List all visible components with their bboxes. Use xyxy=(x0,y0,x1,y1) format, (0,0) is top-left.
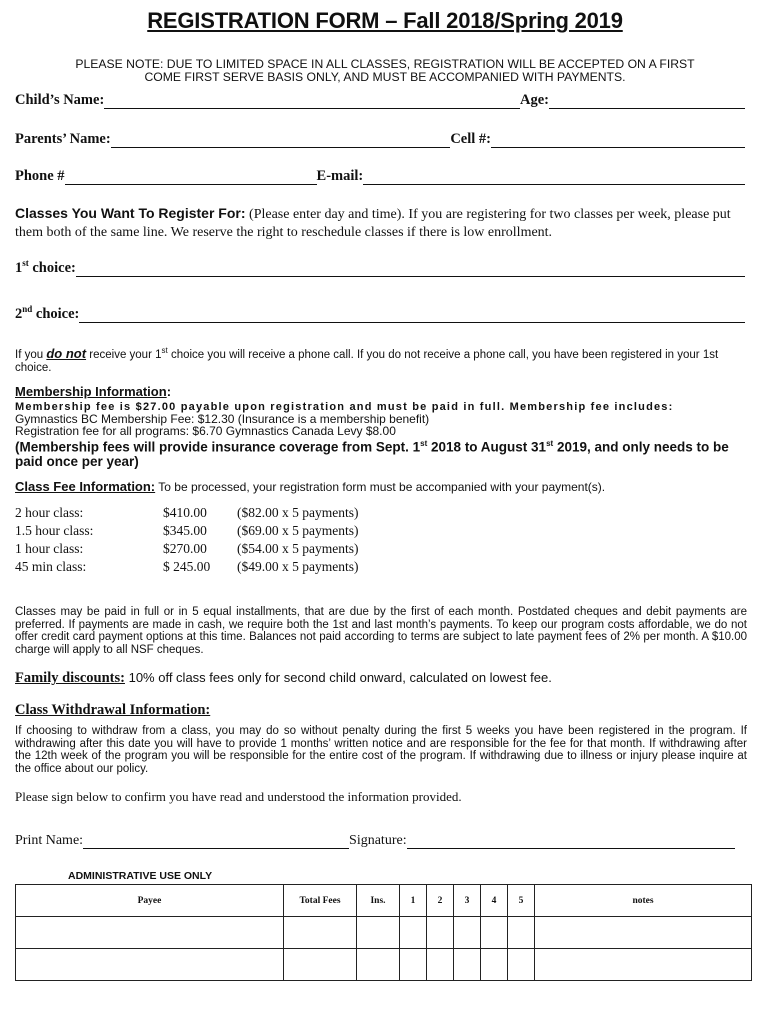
fee-price: $410.00 xyxy=(163,505,207,520)
child-name-label: Child’s Name: xyxy=(15,92,105,108)
fee-class-name: 45 min class: xyxy=(15,559,87,574)
class-fee-heading: Class Fee Information: xyxy=(15,479,156,494)
classes-section xyxy=(15,204,755,242)
admin-header-3: 3 xyxy=(454,885,481,917)
withdrawal-heading: Class Withdrawal Information: xyxy=(15,702,211,718)
cell-label: Cell #: xyxy=(450,131,491,147)
fee-row xyxy=(15,505,358,523)
phone-notice-part2: receive your 1 xyxy=(89,348,162,361)
coverage-sup1: st xyxy=(420,439,428,448)
fee-plan: ($82.00 x 5 payments) xyxy=(237,505,359,520)
confirm-statement: Please sign below to confirm you have read and understood the information provided. xyxy=(15,789,462,804)
signature-field[interactable] xyxy=(407,833,735,849)
admin-cell[interactable] xyxy=(535,949,752,981)
second-choice-label xyxy=(15,304,79,323)
admin-cell[interactable] xyxy=(427,949,454,981)
coverage-note xyxy=(15,437,755,469)
class-fee-section xyxy=(15,479,755,494)
phone-field[interactable] xyxy=(65,169,317,185)
admin-cell[interactable] xyxy=(16,949,284,981)
fee-row xyxy=(15,559,358,577)
priority-note-line1: PLEASE NOTE: DUE TO LIMITED SPACE IN ALL CLASSES, REGISTRATION WILL BE ACCEPTED ON A FIRST xyxy=(75,57,695,71)
class-fee-text: To be processed, your registration form must be accompanied with your payment(s). xyxy=(158,480,606,494)
age-field[interactable] xyxy=(549,93,745,109)
family-discount xyxy=(15,670,755,687)
print-name-field[interactable] xyxy=(83,833,349,849)
admin-cell[interactable] xyxy=(454,949,481,981)
coverage-part-c: 2019, and only needs to be paid once per year) xyxy=(15,439,729,469)
admin-cell[interactable] xyxy=(400,917,427,949)
second-choice-number: 2 xyxy=(15,305,23,322)
admin-row xyxy=(16,949,752,981)
phone-notice-part3: choice you will receive a phone call. If you do not receive a phone call, you have been registered in your 1st choice. xyxy=(15,348,719,374)
fee-row xyxy=(15,523,358,541)
form-title: REGISTRATION FORM – Fall 2018/Spring 2019 xyxy=(147,8,623,33)
admin-cell[interactable] xyxy=(481,917,508,949)
email-field[interactable] xyxy=(363,169,745,185)
admin-table xyxy=(15,884,752,981)
signature-label: Signature: xyxy=(349,833,407,848)
classes-instructions: (Please enter day and time). If you are registering for two classes per week, please put them both of the same line. We reserve the right to reschedule classes if there is low enrollment. xyxy=(15,207,731,240)
admin-header-4: 4 xyxy=(481,885,508,917)
family-discount-heading: Family discounts: xyxy=(15,670,125,686)
withdrawal-section xyxy=(15,702,747,775)
admin-cell[interactable] xyxy=(16,917,284,949)
first-choice-label xyxy=(15,258,76,277)
admin-cell[interactable] xyxy=(357,949,400,981)
admin-title: ADMINISTRATIVE USE ONLY xyxy=(68,870,213,882)
phone-label: Phone # xyxy=(15,168,65,184)
coverage-part-a: (Membership fees will provide insurance coverage from Sept. 1 xyxy=(15,439,421,455)
first-choice-text: choice: xyxy=(32,259,76,276)
first-choice-number: 1 xyxy=(15,259,23,276)
membership-heading: Membership Information xyxy=(15,384,167,399)
second-choice-field[interactable] xyxy=(79,307,745,323)
admin-header-5: 5 xyxy=(508,885,535,917)
admin-cell[interactable] xyxy=(481,949,508,981)
fee-class-name: 1 hour class: xyxy=(15,541,84,556)
fee-price: $345.00 xyxy=(163,523,207,538)
membership-fee-line: Membership fee is $27.00 payable upon registration and must be paid in full. Membership fee includes: xyxy=(15,401,674,413)
membership-colon: : xyxy=(166,384,172,399)
fee-class-name: 2 hour class: xyxy=(15,505,84,520)
classes-heading: Classes You Want To Register For: xyxy=(15,205,246,221)
first-choice-field[interactable] xyxy=(76,261,745,277)
gym-bc-fee: Gymnastics BC Membership Fee: $12.30 (Insurance is a membership benefit) xyxy=(15,412,430,426)
admin-cell[interactable] xyxy=(427,917,454,949)
phone-notice-emphasis: do not xyxy=(46,345,87,361)
admin-header-notes: notes xyxy=(535,885,752,917)
registration-fee: Registration fee for all programs: $6.70 Gymnastics Canada Levy $8.00 xyxy=(15,424,396,438)
phone-email-row xyxy=(15,168,745,185)
fee-price: $270.00 xyxy=(163,541,207,556)
fee-row xyxy=(15,541,358,559)
admin-cell[interactable] xyxy=(357,917,400,949)
admin-header-2: 2 xyxy=(427,885,454,917)
admin-header-payee: Payee xyxy=(16,885,284,917)
admin-header-ins: Ins. xyxy=(357,885,400,917)
admin-cell[interactable] xyxy=(508,949,535,981)
first-choice-row xyxy=(15,258,745,277)
first-choice-sup: st xyxy=(22,258,29,268)
admin-header-1: 1 xyxy=(400,885,427,917)
second-choice-row xyxy=(15,304,745,323)
cell-field[interactable] xyxy=(491,132,745,148)
admin-header-total-fees: Total Fees xyxy=(284,885,357,917)
payment-policy: Classes may be paid in full or in 5 equal installments, that are due by the first of each month. Postdated cheques and debit payments are preferred. If payments are made in cash, we require both the 1st and last month’s payments. To keep our program costs affordable, we do not offer credit card payment options at this time. Balances not paid according to terms are subject to late payment fees of 2% per month. A $10.00 charge will apply to all NSF cheques. xyxy=(15,606,747,656)
admin-cell[interactable] xyxy=(284,917,357,949)
email-label: E-mail: xyxy=(316,168,364,184)
fee-plan: ($54.00 x 5 payments) xyxy=(237,541,359,556)
coverage-part-b: 2018 to August 31 xyxy=(431,439,547,455)
second-choice-text: choice: xyxy=(35,305,80,322)
membership-section xyxy=(15,383,755,469)
class-fee-table xyxy=(15,505,358,577)
admin-cell[interactable] xyxy=(508,917,535,949)
fee-price: $ 245.00 xyxy=(163,559,211,574)
coverage-sup2: st xyxy=(546,439,554,448)
admin-header-row xyxy=(16,885,752,917)
admin-cell[interactable] xyxy=(400,949,427,981)
fee-plan: ($49.00 x 5 payments) xyxy=(237,559,359,574)
admin-cell[interactable] xyxy=(535,917,752,949)
admin-row xyxy=(16,917,752,949)
withdrawal-text: If choosing to withdraw from a class, you may do so without penalty during the first 5 weeks you have been registered in the program. If withdrawing after this date you will have to provide 1 months’ written notice and are responsible for the fee for that month. If withdrawing after the 12th week of the program you will be responsible for the entire cost of the program. If withdrawing due to illness or injury please inquire at the office about our policy. xyxy=(15,725,747,775)
fee-class-name: 1.5 hour class: xyxy=(15,523,94,538)
signature-row xyxy=(15,833,735,849)
fee-plan: ($69.00 x 5 payments) xyxy=(237,523,359,538)
child-name-field[interactable] xyxy=(104,93,520,109)
phone-notice-sup: st xyxy=(161,346,168,355)
parents-name-field[interactable] xyxy=(111,132,451,148)
phone-call-notice xyxy=(15,344,745,375)
parents-name-row xyxy=(15,131,745,148)
priority-note-line2: COME FIRST SERVE BASIS ONLY, AND MUST BE ACCOMPANIED WITH PAYMENTS. xyxy=(144,70,626,84)
admin-cell[interactable] xyxy=(454,917,481,949)
priority-note xyxy=(16,58,754,84)
admin-cell[interactable] xyxy=(284,949,357,981)
child-name-row xyxy=(15,92,745,109)
print-name-label: Print Name: xyxy=(15,833,84,848)
age-label: Age: xyxy=(520,92,549,108)
family-discount-text: 10% off class fees only for second child onward, calculated on lowest fee. xyxy=(128,670,552,685)
second-choice-sup: nd xyxy=(22,304,33,314)
phone-notice-part1: If you xyxy=(15,348,44,361)
parents-name-label: Parents’ Name: xyxy=(15,131,111,147)
